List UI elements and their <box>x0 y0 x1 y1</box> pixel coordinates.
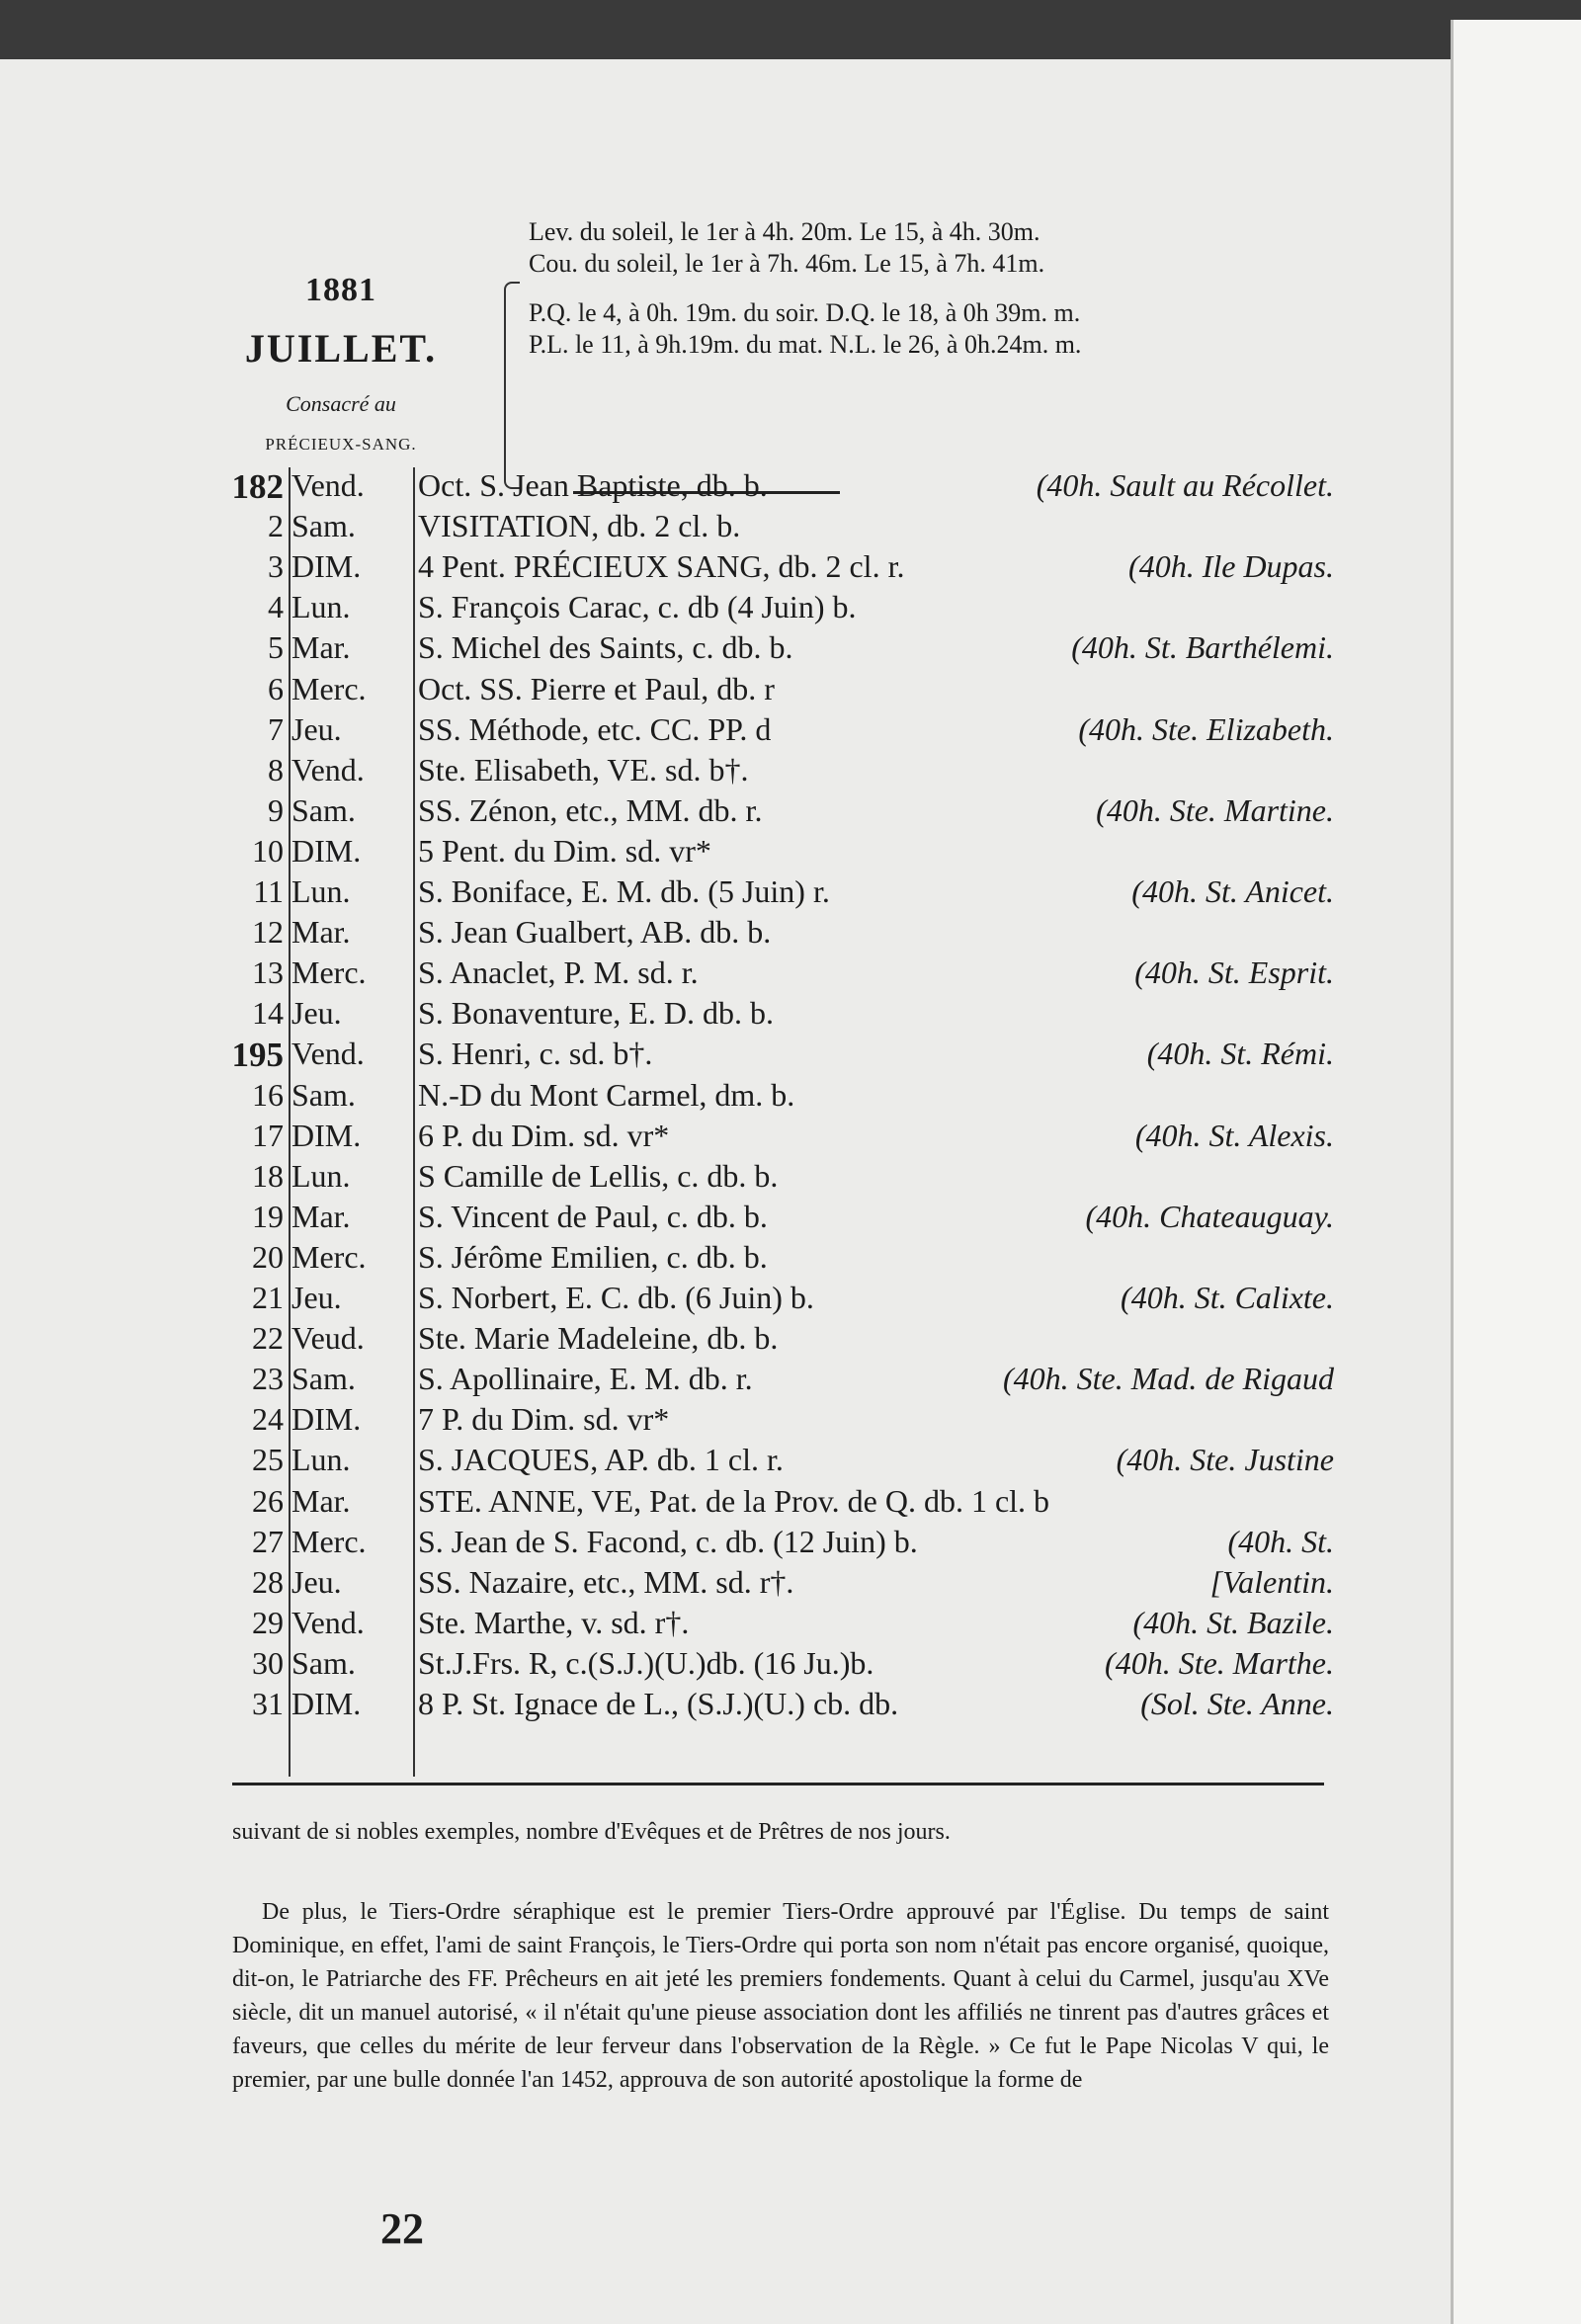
forty-hours-note: (40h. St. Alexis. <box>1134 1117 1334 1153</box>
day-number: 19 <box>252 1198 284 1234</box>
calendar-row <box>188 548 1334 589</box>
weekday: DIM. <box>291 1686 362 1721</box>
feast-entry: 4 Pent. PRÉCIEUX SANG, db. 2 cl. r. <box>418 548 905 585</box>
almanac-page <box>0 59 1451 2324</box>
calendar-row <box>188 1564 1334 1605</box>
day-number: 5 <box>268 629 284 666</box>
calendar-row <box>188 1401 1334 1442</box>
day-number: 16 <box>252 1076 284 1113</box>
forty-hours-note: (40h. St. Bazile. <box>1132 1604 1334 1640</box>
weekday: Vend. <box>291 1604 365 1640</box>
calendar-row <box>188 1199 1334 1239</box>
calendar-row <box>188 914 1334 954</box>
day-number: 31 <box>252 1686 284 1721</box>
moon-phase-line-2: P.L. le 11, à 9h.19m. du mat. N.L. le 26, à 0h.24m. m. <box>529 330 1082 359</box>
day-number: 182 <box>231 467 284 506</box>
feast-entry: STE. ANNE, VE, Pat. de la Prov. de Q. db. 1 cl. b <box>418 1482 1050 1519</box>
calendar-row <box>188 1118 1334 1158</box>
feast-entry: SS. Nazaire, etc., MM. sd. r†. <box>418 1563 794 1600</box>
weekday: Vend. <box>291 1036 365 1072</box>
calendar-bottom-rule <box>232 1783 1324 1785</box>
feast-entry: S. Jean de S. Facond, c. db. (12 Juin) b. <box>418 1523 918 1559</box>
header-brace <box>504 282 520 489</box>
feast-entry: S. Anaclet, P. M. sd. r. <box>418 954 699 991</box>
calendar-row <box>188 1645 1334 1686</box>
day-number: 30 <box>252 1644 284 1681</box>
weekday: Sam. <box>291 791 356 828</box>
feast-entry: 6 P. du Dim. sd. vr* <box>418 1117 670 1153</box>
day-number: 17 <box>252 1117 284 1153</box>
day-number: 6 <box>268 670 284 706</box>
calendar-row <box>188 792 1334 833</box>
calendar-row <box>188 995 1334 1036</box>
feast-entry: Ste. Elisabeth, VE. sd. b†. <box>418 751 749 788</box>
feast-entry: 5 Pent. du Dim. sd. vr* <box>418 832 711 869</box>
calendar-row <box>188 1524 1334 1564</box>
feast-entry: Oct. S. Jean Baptiste, db. b. <box>418 467 768 503</box>
weekday: Merc. <box>291 1238 367 1275</box>
year-label: 1881 <box>305 272 376 308</box>
page-number: 22 <box>380 2204 424 2253</box>
feast-entry: S. Michel des Saints, c. db. b. <box>418 629 793 666</box>
weekday: Sam. <box>291 1644 356 1681</box>
weekday: Lun. <box>291 873 351 909</box>
weekday: Jeu. <box>291 1280 342 1315</box>
feast-entry: SS. Méthode, etc. CC. PP. d <box>418 710 772 747</box>
calendar-row <box>188 1280 1334 1320</box>
forty-hours-note: [Valentin. <box>1209 1563 1334 1600</box>
forty-hours-note: (40h. St. Esprit. <box>1134 954 1334 991</box>
day-number: 13 <box>252 954 284 991</box>
weekday: Sam. <box>291 1361 356 1397</box>
day-number: 4 <box>268 589 284 625</box>
day-number: 11 <box>253 873 284 909</box>
weekday: DIM. <box>291 1117 362 1153</box>
feast-entry: S. Henri, c. sd. b†. <box>418 1036 653 1072</box>
calendar-row <box>188 752 1334 792</box>
weekday: Jeu. <box>291 995 342 1032</box>
feast-entry: S. JACQUES, AP. db. 1 cl. r. <box>418 1442 784 1478</box>
forty-hours-note: (40h. St. Anicet. <box>1131 873 1334 909</box>
day-number: 7 <box>268 710 284 747</box>
feast-entry: SS. Zénon, etc., MM. db. r. <box>418 791 763 828</box>
feast-entry: S Camille de Lellis, c. db. b. <box>418 1157 779 1194</box>
calendar-row <box>188 589 1334 629</box>
calendar-row <box>188 1239 1334 1280</box>
paragraph-text: suivant de si nobles exemples, nombre d'Evêques et de Prêtres de nos jours. <box>232 1819 951 1845</box>
forty-hours-note: (40h. St. Rémi. <box>1146 1036 1334 1072</box>
day-number: 24 <box>252 1401 284 1438</box>
weekday: DIM. <box>291 832 362 869</box>
consecration-label: Consacré au <box>286 391 396 416</box>
forty-hours-note: (40h. Chateauguay. <box>1085 1198 1334 1234</box>
weekday: Lun. <box>291 1157 351 1194</box>
day-number: 21 <box>252 1280 284 1315</box>
day-number: 12 <box>252 914 284 951</box>
day-number: 8 <box>268 751 284 788</box>
calendar-row <box>188 711 1334 752</box>
feast-entry: VISITATION, db. 2 cl. b. <box>418 508 741 544</box>
feast-entry: Oct. SS. Pierre et Paul, db. r <box>418 670 775 706</box>
month-title: JUILLET. <box>244 326 438 371</box>
calendar-row <box>188 1686 1334 1726</box>
weekday: Mar. <box>291 1198 351 1234</box>
day-number: 23 <box>252 1361 284 1397</box>
forty-hours-note: (40h. Ile Dupas. <box>1128 548 1334 585</box>
weekday: Merc. <box>291 954 367 991</box>
calendar-row <box>188 1158 1334 1199</box>
feast-entry: 8 P. St. Ignace de L., (S.J.)(U.) cb. db. <box>418 1686 899 1721</box>
calendar-row <box>188 833 1334 873</box>
forty-hours-note: (Sol. Ste. Anne. <box>1140 1686 1334 1721</box>
weekday: Mar. <box>291 629 351 666</box>
weekday: DIM. <box>291 548 362 585</box>
feast-entry: Ste. Marthe, v. sd. r†. <box>418 1604 690 1640</box>
weekday: Mar. <box>291 914 351 951</box>
weekday: Lun. <box>291 1442 351 1478</box>
feast-entry: 7 P. du Dim. sd. vr* <box>418 1401 670 1438</box>
forty-hours-note: (40h. Ste. Martine. <box>1096 791 1334 828</box>
calendar-row <box>188 508 1334 548</box>
calendar-row <box>188 1077 1334 1118</box>
sunrise-line: Lev. du soleil, le 1er à 4h. 20m. Le 15, à 4h. 30m. <box>529 217 1040 246</box>
day-number: 3 <box>268 548 284 585</box>
forty-hours-note: (40h. St. <box>1227 1523 1334 1559</box>
weekday: Merc. <box>291 1523 367 1559</box>
weekday: Merc. <box>291 670 367 706</box>
day-number: 18 <box>252 1157 284 1194</box>
day-number: 195 <box>231 1036 284 1075</box>
month-header <box>212 272 469 455</box>
moon-phase-line-1: P.Q. le 4, à 0h. 19m. du soir. D.Q. le 18, à 0h 39m. m. <box>529 298 1081 327</box>
calendar-row <box>188 1361 1334 1401</box>
weekday: Vend. <box>291 467 365 503</box>
feast-entry: S. Norbert, E. C. db. (6 Juin) b. <box>418 1280 814 1315</box>
calendar-row <box>188 629 1334 670</box>
text-paragraph-2 <box>232 1895 1329 2097</box>
feast-entry: S. Apollinaire, E. M. db. r. <box>418 1361 753 1397</box>
calendar-row <box>188 671 1334 711</box>
day-number: 9 <box>268 791 284 828</box>
forty-hours-note: (40h. Sault au Récollet. <box>1036 467 1334 503</box>
feast-entry: N.-D du Mont Carmel, dm. b. <box>418 1076 795 1113</box>
feast-entry: Ste. Marie Madeleine, db. b. <box>418 1320 779 1357</box>
day-number: 22 <box>252 1320 284 1357</box>
weekday: Lun. <box>291 589 351 625</box>
calendar-row <box>188 1320 1334 1361</box>
calendar-row <box>188 1036 1334 1076</box>
feast-entry: S. Vincent de Paul, c. db. b. <box>418 1198 768 1234</box>
feast-entry: S. Boniface, E. M. db. (5 Juin) r. <box>418 873 830 909</box>
text-paragraph-1 <box>232 1815 1329 1849</box>
feast-entry: S. Jean Gualbert, AB. db. b. <box>418 914 772 951</box>
forty-hours-note: (40h. Ste. Justine <box>1116 1442 1334 1478</box>
day-number: 26 <box>252 1482 284 1519</box>
forty-hours-note: (40h. Ste. Marthe. <box>1105 1644 1334 1681</box>
feast-entry: S. François Carac, c. db (4 Juin) b. <box>418 589 857 625</box>
day-number: 20 <box>252 1238 284 1275</box>
sunset-line: Cou. du soleil, le 1er à 7h. 46m. Le 15, à 7h. 41m. <box>529 249 1045 278</box>
calendar-row <box>188 873 1334 914</box>
day-number: 28 <box>252 1563 284 1600</box>
weekday: Jeu. <box>291 710 342 747</box>
day-number: 10 <box>252 832 284 869</box>
feast-entry: S. Bonaventure, E. D. db. b. <box>418 995 774 1032</box>
day-number: 14 <box>252 995 284 1032</box>
weekday: Sam. <box>291 1076 356 1113</box>
weekday: Jeu. <box>291 1563 342 1600</box>
day-number: 25 <box>252 1442 284 1478</box>
month-feast-label: PRÉCIEUX-SANG. <box>265 435 417 454</box>
calendar-row <box>188 467 1334 508</box>
forty-hours-note: (40h. St. Calixte. <box>1121 1280 1334 1315</box>
day-number: 29 <box>252 1604 284 1640</box>
day-number: 2 <box>268 508 284 544</box>
day-number: 27 <box>252 1523 284 1559</box>
calendar-row <box>188 1442 1334 1482</box>
forty-hours-note: (40h. St. Barthélemi. <box>1071 629 1334 666</box>
weekday: DIM. <box>291 1401 362 1438</box>
weekday: Veud. <box>291 1320 365 1357</box>
weekday: Mar. <box>291 1482 351 1519</box>
calendar-row <box>188 954 1334 995</box>
forty-hours-note: (40h. Ste. Mad. de Rigaud <box>1002 1361 1334 1397</box>
calendar-row <box>188 1483 1334 1524</box>
paragraph-text: De plus, le Tiers-Ordre séraphique est le premier Tiers-Ordre approuvé par l'Église. Du temps de saint Dominique, en effet, l'ami de saint François, le Tiers-Ordre qui porta son nom n'était pas encore organisé, quoique, dit-on, le Patriarche des FF. Prêcheurs en ait jeté les premiers fondements. Quant à celui du Carmel, jusqu'au XVe siècle, dit un manuel autorisé, « il n'était qu'une pieuse association dont les affiliés ne tinrent pas d'autres grâces et faveurs, que celles du mérite de leur ferveur dans l'observation de la Règle. » Ce fut le Pape Nicolas V qui, le premier, par une bulle donnée l'an 1452, approuva de son autorité apostolique la forme de <box>232 1899 1329 2093</box>
weekday: Vend. <box>291 751 365 788</box>
facing-page-edge <box>1451 20 1581 2324</box>
feast-entry: S. Jérôme Emilien, c. db. b. <box>418 1238 768 1275</box>
calendar-row <box>188 1605 1334 1645</box>
feast-entry: St.J.Frs. R, c.(S.J.)(U.)db. (16 Ju.)b. <box>418 1644 874 1681</box>
weekday: Sam. <box>291 508 356 544</box>
forty-hours-note: (40h. Ste. Elizabeth. <box>1078 710 1334 747</box>
